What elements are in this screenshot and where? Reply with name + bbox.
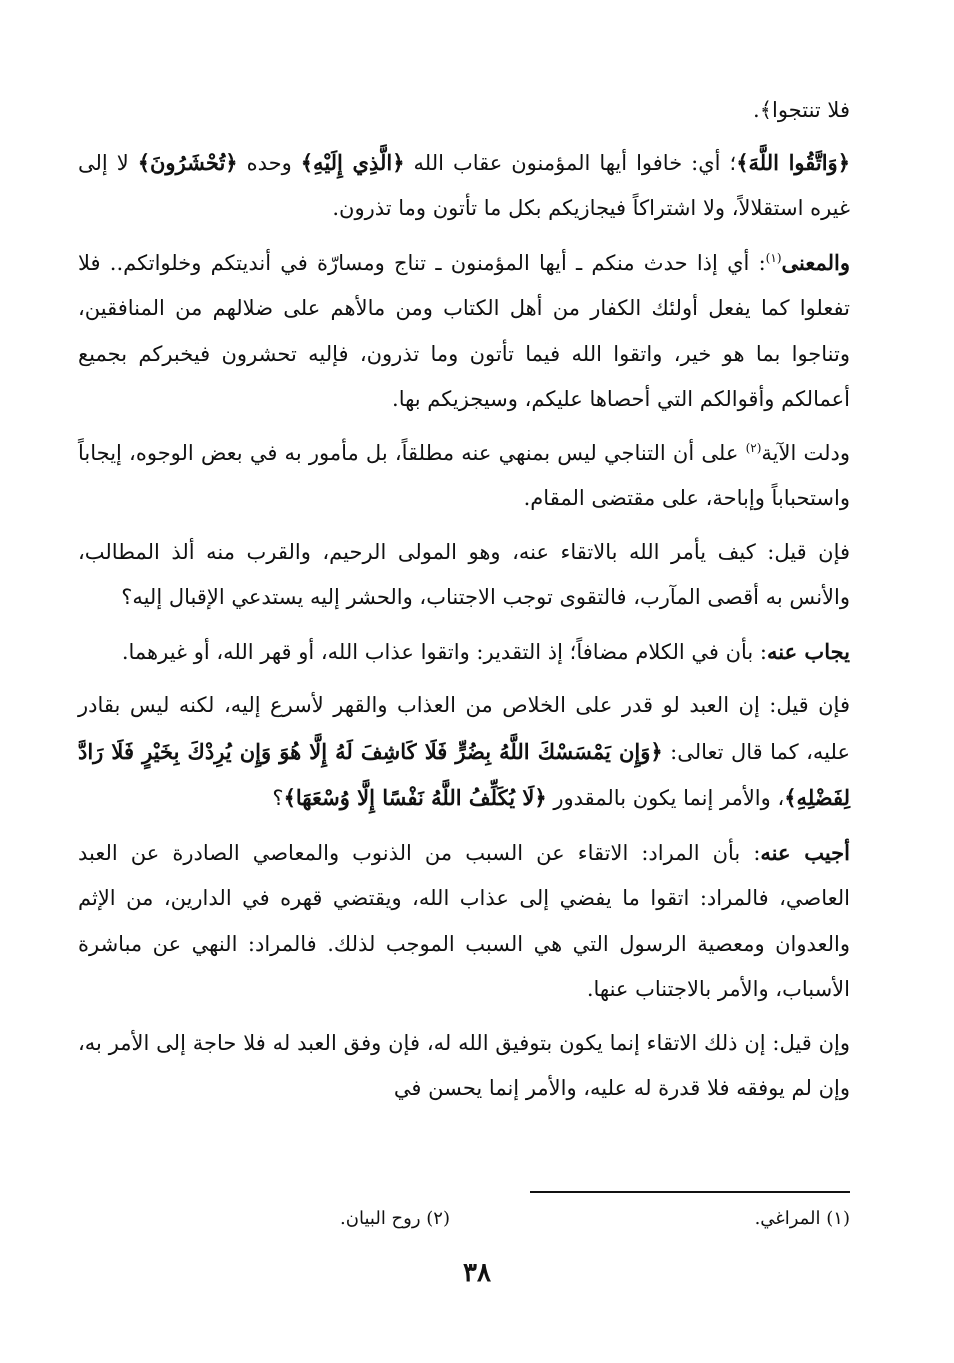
paragraph-question-2 xyxy=(78,683,850,822)
paragraph-text: على أن التناجي ليس بمنهي عنه مطلقاً، بل مأمور به في بعض الوجوه، إيجاباً واستحباباً وإباحة، على مقتضى المقام. xyxy=(78,440,850,510)
paragraph-text: فلا تنتجوا﴾. xyxy=(753,98,850,122)
paragraph-lead: أجيب عنه xyxy=(760,839,850,865)
paragraph-text: : بأن في الكلام مضافاً؛ إذ التقدير: واتقوا عذاب الله، أو قهر الله، أو غيرهما. xyxy=(121,639,767,664)
paragraph-text: وحده xyxy=(237,150,301,175)
paragraph-text: فإن قيل: كيف يأمر الله بالاتقاء عنه، وهو المولى الرحيم، والقرب منه ألذ المطالب، والأنس به أقصى المآرب، فالتقوى توجب الاجتناب، والحشر إليه يستدعي الإقبال إليه؟ xyxy=(78,539,850,609)
footnote-1: (١) المراغي. xyxy=(754,1208,850,1229)
paragraph-text: ؟ xyxy=(272,786,284,810)
quran-verse: ﴿وَإِن يَمْسَسْكَ اللَّهُ بِضُرٍّ فَلَا كَاشِفَ لَهُ إِلَّا هُوَ وَإِن يُرِدْكَ بِخَيْرٍ فَلَا رَادَّ لِفَضْلِهِ﴾ xyxy=(78,738,850,810)
quran-verse: ﴿تُحْشَرُونَ﴾ xyxy=(137,149,238,175)
paragraph-text: ؛ أي: خافوا أيها المؤمنون عقاب الله xyxy=(404,150,737,175)
paragraph-lead: يجاب عنه xyxy=(766,638,850,664)
paragraph-answer-1 xyxy=(78,629,850,676)
paragraph-verse-indication xyxy=(78,431,850,522)
paragraph-continuation xyxy=(78,88,850,134)
paragraph-text: : بأن المراد: الاتقاء عن السبب من الذنوب والمعاصي الصادرة عن العبد العاصي، فالمراد: اتقوا ما يفضي إلى عذاب الله، ويقتضي قهره في الدارين، من الإثم والعدوان ومعصية الرسول التي هي السبب الموجب لذلك. فالمراد: النهي عن مباشرة الأسباب، والأمر بالاجتناب عنها. xyxy=(78,840,850,1001)
paragraph-text: ، والأمر إنما يكون بالمقدور xyxy=(546,786,785,810)
page-number: ٣٨ xyxy=(463,1258,491,1288)
footnote-2: (٢) روح البيان. xyxy=(340,1208,450,1229)
quran-verse: ﴿لَا يُكَلِّفُ اللَّهُ نَفْسًا إِلَّا وُسْعَهَا﴾ xyxy=(283,785,547,810)
paragraph-text: وإن قيل: إن ذلك الاتقاء إنما يكون بتوفيق الله له، فإن وفق العبد له فلا حاجة إلى الأمر به، وإن لم يوفقه فلا قدرة له عليه، والأمر إنما يحسن في xyxy=(78,1030,850,1100)
footnote-ref: (٢) xyxy=(745,440,762,455)
paragraph-answer-2 xyxy=(78,830,850,1013)
paragraph-text: : أي إذا حدث منكم ـ أيها المؤمنون ـ تناج ومسارّة في أنديتكم وخلواتكم.. فلا تفعلوا كما يفعل أولئك الكفار من أهل الكتاب ومن مالأهم على ضلالهم من المنافقين، وتناجوا بما هو خير، واتقوا الله فيما تأتون وما تذرون، فإليه تحشرون فيخبركم بجميع أعمالكم وأقوالكم التي أحصاها عليكم، وسيجزيكم بها. xyxy=(78,250,850,411)
paragraph-meaning xyxy=(78,240,850,423)
quran-verse: ﴿الَّذِي إِلَيْهِ﴾ xyxy=(300,149,405,175)
paragraph-question-1 xyxy=(78,530,850,621)
quran-verse: ﴿وَاتَّقُوا اللَّهَ﴾ xyxy=(736,149,850,175)
paragraph-text: فإن قيل: إن العبد لو قدر على الخلاص من العذاب والقهر لأسرع إليه، لكنه ليس بقادر عليه، كما قال تعالى: xyxy=(78,693,850,764)
paragraph-verse-explanation xyxy=(78,140,850,232)
paragraph-lead: ودلت الآية xyxy=(761,440,851,465)
paragraph-question-3 xyxy=(78,1021,850,1112)
paragraph-text: لا إلى غيره استقلالاً، ولا اشتراكاً فيجازيكم بكل ما تأتون وما تذرون. xyxy=(78,150,850,220)
footnote-divider xyxy=(530,1191,850,1193)
footnote-ref: (١) xyxy=(765,250,782,265)
paragraph-lead: والمعنى xyxy=(781,249,850,275)
